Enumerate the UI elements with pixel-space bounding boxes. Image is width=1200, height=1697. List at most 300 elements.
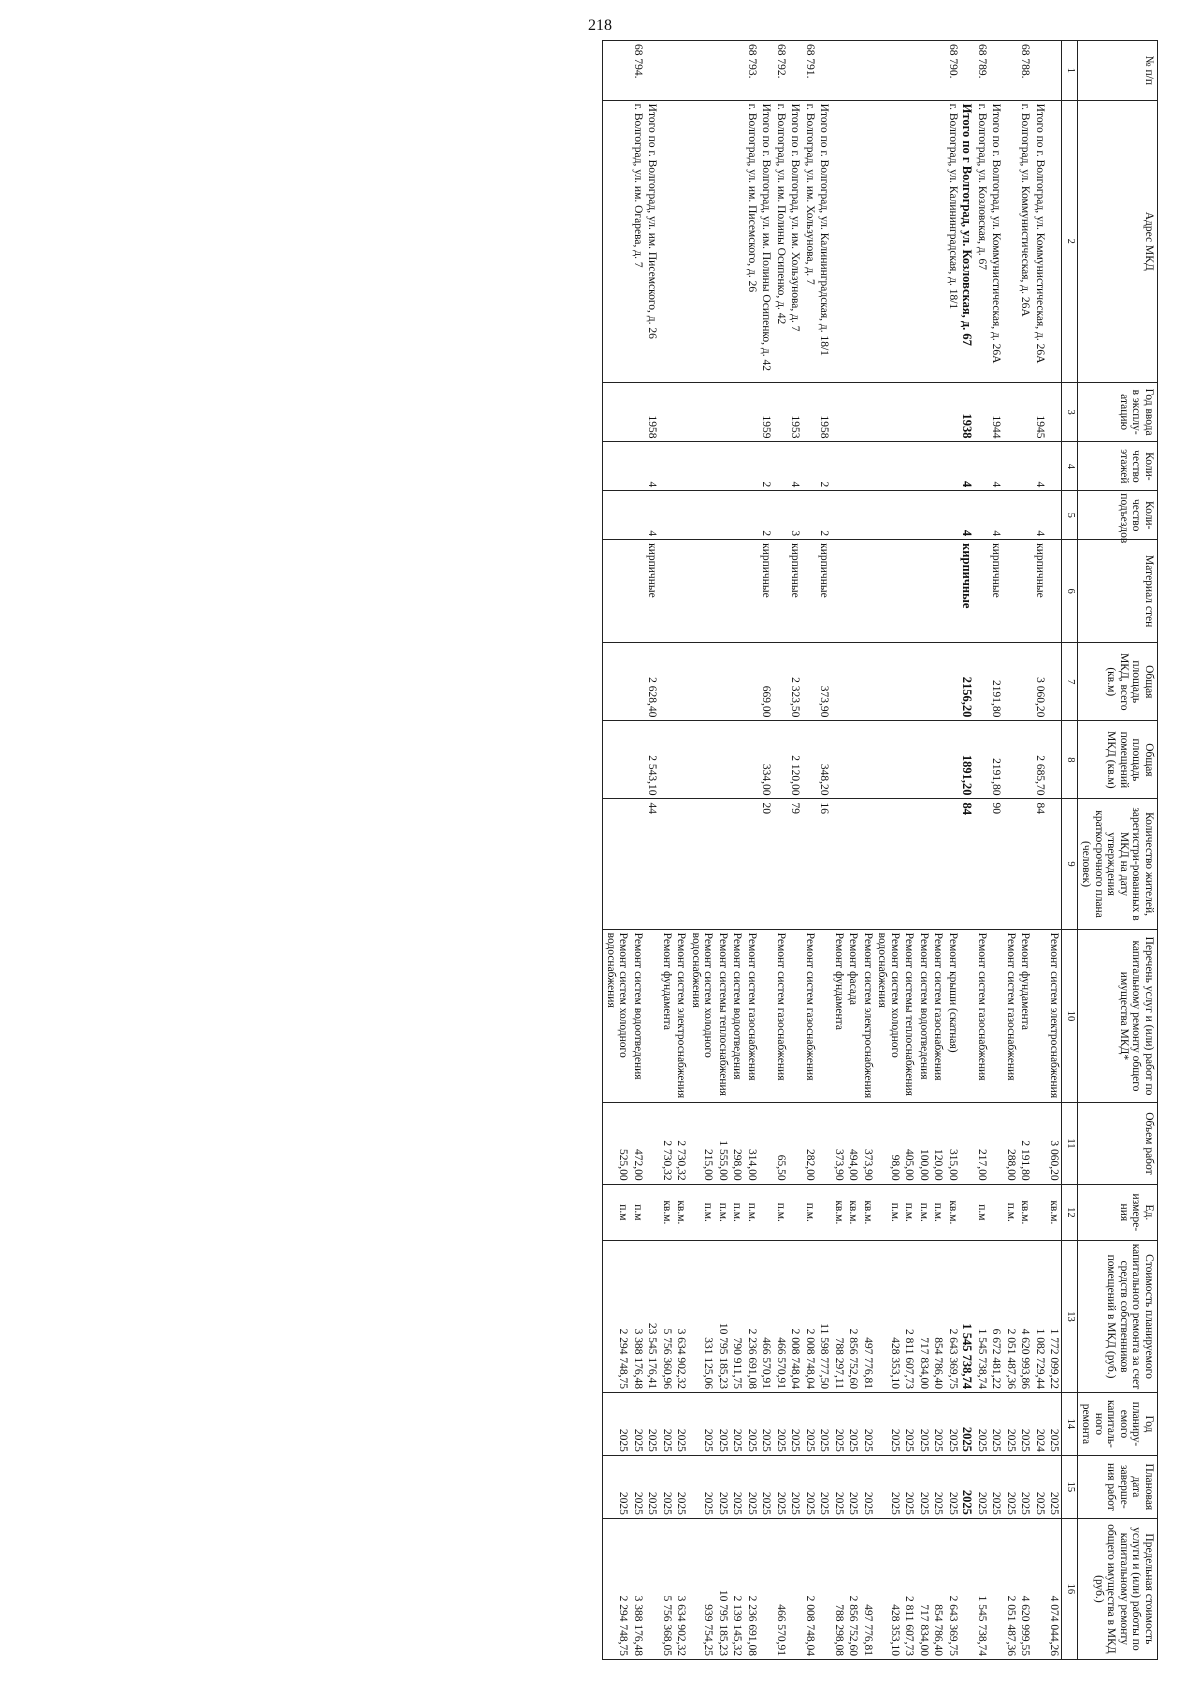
capital-repair-table: [603, 40, 1159, 1660]
table-row: [674, 41, 689, 1660]
floors-cell: [946, 442, 961, 491]
row-number-cell: 68 794.: [631, 41, 646, 101]
row-number-cell: [846, 41, 861, 101]
residents-cell: [1047, 799, 1062, 929]
header-cell: Перечень услуг и (или) работ по капитальному ремонту общего имущества МКД*: [1078, 929, 1158, 1103]
column-number: 14: [1062, 1392, 1078, 1455]
work-volume-cell: 494,00: [846, 1103, 861, 1184]
table-row: [759, 41, 774, 1660]
owners-cost-cell: 331 125,06: [689, 1241, 716, 1393]
row-number-cell: [660, 41, 675, 101]
table-row: [989, 41, 1004, 1660]
work-type-cell: Ремонт систем газоснабжения: [745, 929, 760, 1103]
address-cell: г. Волгоград, ул. им. Писемского, д. 26: [745, 100, 760, 382]
year-built-cell: [1047, 382, 1062, 442]
repair-year-cell: 2025: [774, 1392, 789, 1455]
wall-material-cell: [803, 540, 818, 643]
column-number: 13: [1062, 1241, 1078, 1393]
column-number-row: [1062, 41, 1078, 1660]
row-number-cell: [817, 41, 832, 101]
total-area-cell: [631, 643, 646, 721]
work-volume-cell: [817, 1103, 832, 1184]
total-area-cell: [803, 643, 818, 721]
wall-material-cell: кирпичные: [645, 540, 660, 643]
wall-material-cell: [660, 540, 675, 643]
work-volume-cell: 215,00: [689, 1103, 716, 1184]
unit-cell: п.м.: [875, 1184, 902, 1240]
address-cell: [603, 100, 631, 382]
entrances-cell: 4: [645, 491, 660, 540]
entrances-cell: [1018, 491, 1033, 540]
max-cost-cell: 3 634 902,32: [674, 1518, 689, 1659]
year-built-cell: [730, 382, 745, 442]
year-built-cell: 1958: [817, 382, 832, 442]
max-cost-cell: 3 388 176,48: [631, 1518, 646, 1659]
max-cost-cell: [788, 1518, 803, 1659]
table-row: [689, 41, 716, 1660]
entrances-cell: [1004, 491, 1019, 540]
max-cost-cell: 2 643 369,75: [946, 1518, 961, 1659]
row-number-cell: 68 791.: [803, 41, 818, 101]
floors-cell: [875, 442, 902, 491]
entrances-cell: 4: [989, 491, 1004, 540]
year-built-cell: [931, 382, 946, 442]
wall-material-cell: [946, 540, 961, 643]
max-cost-cell: 497 776,81: [861, 1518, 876, 1659]
year-built-cell: [875, 382, 902, 442]
table-row: [716, 41, 731, 1660]
total-area-cell: [603, 643, 631, 721]
row-number-cell: [788, 41, 803, 101]
header-cell: Объем работ: [1078, 1103, 1158, 1184]
year-built-cell: [803, 382, 818, 442]
premises-area-cell: [689, 721, 716, 799]
work-type-cell: Ремонт систем водоотведения: [917, 929, 932, 1103]
row-number-cell: 68 792.: [774, 41, 789, 101]
premises-area-cell: [861, 721, 876, 799]
work-volume-cell: 298,00: [730, 1103, 745, 1184]
row-number-cell: [1047, 41, 1062, 101]
repair-year-cell: 2025: [674, 1392, 689, 1455]
premises-area-cell: [774, 721, 789, 799]
unit-cell: [759, 1184, 774, 1240]
residents-cell: [832, 799, 847, 929]
total-area-cell: [946, 643, 961, 721]
residents-cell: 16: [817, 799, 832, 929]
table-row: [817, 41, 832, 1660]
repair-year-cell: 2025: [788, 1392, 803, 1455]
owners-cost-cell: 3 388 176,48: [631, 1241, 646, 1393]
row-number-cell: [875, 41, 902, 101]
max-cost-cell: 2 236 691,08: [745, 1518, 760, 1659]
address-cell: [902, 100, 917, 382]
premises-area-cell: [875, 721, 902, 799]
row-number-cell: 68 793.: [745, 41, 760, 101]
repair-year-cell: 2025: [989, 1392, 1004, 1455]
row-number-cell: [674, 41, 689, 101]
floors-cell: [803, 442, 818, 491]
total-area-cell: [689, 643, 716, 721]
wall-material-cell: [917, 540, 932, 643]
table-body: [603, 41, 1062, 1660]
column-number: 10: [1062, 929, 1078, 1103]
work-type-cell: Ремонт систем электроснабжения: [674, 929, 689, 1103]
work-volume-cell: 2 730,32: [674, 1103, 689, 1184]
repair-year-cell: 2025: [645, 1392, 660, 1455]
table-row: [1004, 41, 1019, 1660]
address-cell: г. Волгоград, ул. Калининградская, д. 18/1: [946, 100, 961, 382]
year-built-cell: [846, 382, 861, 442]
unit-cell: кв.м.: [1047, 1184, 1062, 1240]
entrances-cell: [745, 491, 760, 540]
entrances-cell: 3: [788, 491, 803, 540]
floors-cell: [1018, 442, 1033, 491]
wall-material-cell: [832, 540, 847, 643]
wall-material-cell: кирпичные: [989, 540, 1004, 643]
owners-cost-cell: 2 236 691,08: [745, 1241, 760, 1393]
address-cell: [674, 100, 689, 382]
premises-area-cell: [603, 721, 631, 799]
max-cost-cell: 2 008 748,04: [803, 1518, 818, 1659]
year-built-cell: [689, 382, 716, 442]
wall-material-cell: [774, 540, 789, 643]
year-built-cell: 1945: [1033, 382, 1048, 442]
total-area-cell: [1004, 643, 1019, 721]
total-area-cell: [875, 643, 902, 721]
repair-year-cell: 2024: [1033, 1392, 1048, 1455]
address-cell: г. Волгоград, ул. им. Огарева, д. 7: [631, 100, 646, 382]
completion-date-cell: 2025: [730, 1455, 745, 1518]
rotated-sheet: [53, 40, 1158, 1660]
entrances-cell: [631, 491, 646, 540]
max-cost-cell: [989, 1518, 1004, 1659]
repair-year-cell: 2025: [689, 1392, 716, 1455]
premises-area-cell: [846, 721, 861, 799]
entrances-cell: 2: [759, 491, 774, 540]
total-area-cell: [730, 643, 745, 721]
premises-area-cell: 1891,20: [960, 721, 975, 799]
owners-cost-cell: 466 570,91: [774, 1241, 789, 1393]
header-cell: Год ввода в эксплу-атацию: [1078, 382, 1158, 442]
entrances-cell: 4: [960, 491, 975, 540]
max-cost-cell: 2 811 607,73: [902, 1518, 917, 1659]
table-row: [1033, 41, 1048, 1660]
work-volume-cell: 2 730,32: [660, 1103, 675, 1184]
work-type-cell: Ремонт крыши (скатная): [946, 929, 961, 1103]
work-type-cell: Ремонт фундамента: [660, 929, 675, 1103]
table-row: [960, 41, 975, 1660]
owners-cost-cell: 3 634 902,32: [674, 1241, 689, 1393]
floors-cell: [603, 442, 631, 491]
owners-cost-cell: 5 756 360,96: [660, 1241, 675, 1393]
table-row: [975, 41, 990, 1660]
address-cell: Итого по г. Волгоград, ул. Калининградская, д. 18/1: [817, 100, 832, 382]
max-cost-cell: 717 834,00: [917, 1518, 932, 1659]
year-built-cell: [902, 382, 917, 442]
wall-material-cell: кирпичные: [759, 540, 774, 643]
residents-cell: [931, 799, 946, 929]
header-cell: Плановая дата заверше-ния работ: [1078, 1455, 1158, 1518]
work-type-cell: Ремонт систем газоснабжения: [803, 929, 818, 1103]
owners-cost-cell: 2 811 607,73: [902, 1241, 917, 1393]
repair-year-cell: 2025: [960, 1392, 975, 1455]
address-cell: [660, 100, 675, 382]
table-row: [946, 41, 961, 1660]
unit-cell: п.м.: [931, 1184, 946, 1240]
completion-date-cell: 2025: [745, 1455, 760, 1518]
address-cell: [1004, 100, 1019, 382]
unit-cell: п.м.: [716, 1184, 731, 1240]
address-cell: Итого по г. Волгоград, ул. Коммунистическая, д. 26А: [1033, 100, 1048, 382]
repair-year-cell: 2025: [730, 1392, 745, 1455]
table-row: [803, 41, 818, 1660]
year-built-cell: 1958: [645, 382, 660, 442]
completion-date-cell: 2025: [1004, 1455, 1019, 1518]
table-row: [832, 41, 847, 1660]
work-type-cell: Ремонт систем электроснабжения: [1047, 929, 1062, 1103]
header-cell: Материал стен: [1078, 540, 1158, 643]
repair-year-cell: 2025: [946, 1392, 961, 1455]
repair-year-cell: 2025: [745, 1392, 760, 1455]
max-cost-cell: 2 051 487,36: [1004, 1518, 1019, 1659]
work-volume-cell: 98,00: [875, 1103, 902, 1184]
work-type-cell: Ремонт систем холодного водоснабжения: [603, 929, 631, 1103]
residents-cell: [631, 799, 646, 929]
row-number-cell: [689, 41, 716, 101]
year-built-cell: [631, 382, 646, 442]
column-number: 6: [1062, 540, 1078, 643]
repair-year-cell: 2025: [902, 1392, 917, 1455]
work-volume-cell: 373,90: [832, 1103, 847, 1184]
address-cell: Итого по г Волгоград, ул. Козловская, д. 67: [960, 100, 975, 382]
work-type-cell: Ремонт фундамента: [832, 929, 847, 1103]
address-cell: [1047, 100, 1062, 382]
work-type-cell: Ремонт систем газоснабжения: [1004, 929, 1019, 1103]
year-built-cell: [674, 382, 689, 442]
repair-year-cell: 2025: [861, 1392, 876, 1455]
repair-year-cell: 2025: [716, 1392, 731, 1455]
premises-area-cell: [917, 721, 932, 799]
completion-date-cell: 2025: [645, 1455, 660, 1518]
premises-area-cell: 2 120,00: [788, 721, 803, 799]
floors-cell: [1047, 442, 1062, 491]
owners-cost-cell: 6 672 481,22: [989, 1241, 1004, 1393]
premises-area-cell: [1004, 721, 1019, 799]
residents-cell: [946, 799, 961, 929]
completion-date-cell: 2025: [861, 1455, 876, 1518]
year-built-cell: 1944: [989, 382, 1004, 442]
repair-year-cell: 2025: [875, 1392, 902, 1455]
work-volume-cell: [645, 1103, 660, 1184]
owners-cost-cell: 854 786,40: [931, 1241, 946, 1393]
column-number: 7: [1062, 643, 1078, 721]
owners-cost-cell: 10 795 185,23: [716, 1241, 731, 1393]
work-type-cell: Ремонт систем газоснабжения: [931, 929, 946, 1103]
residents-cell: 84: [1033, 799, 1048, 929]
entrances-cell: [1047, 491, 1062, 540]
unit-cell: п.м.: [730, 1184, 745, 1240]
work-volume-cell: [788, 1103, 803, 1184]
repair-year-cell: 2025: [817, 1392, 832, 1455]
table-row: [931, 41, 946, 1660]
owners-cost-cell: 1 082 729,44: [1033, 1241, 1048, 1393]
entrances-cell: [689, 491, 716, 540]
premises-area-cell: 2 543,10: [645, 721, 660, 799]
max-cost-cell: [645, 1518, 660, 1659]
owners-cost-cell: 497 776,81: [861, 1241, 876, 1393]
wall-material-cell: [631, 540, 646, 643]
year-built-cell: [774, 382, 789, 442]
year-built-cell: [603, 382, 631, 442]
total-area-cell: 669,00: [759, 643, 774, 721]
residents-cell: [975, 799, 990, 929]
wall-material-cell: [1004, 540, 1019, 643]
year-built-cell: [716, 382, 731, 442]
work-type-cell: [960, 929, 975, 1103]
table-row: [1047, 41, 1062, 1660]
total-area-cell: [716, 643, 731, 721]
max-cost-cell: 2 294 748,75: [603, 1518, 631, 1659]
entrances-cell: [603, 491, 631, 540]
floors-cell: 4: [989, 442, 1004, 491]
year-built-cell: [917, 382, 932, 442]
total-area-cell: [1047, 643, 1062, 721]
residents-cell: [774, 799, 789, 929]
residents-cell: [674, 799, 689, 929]
work-volume-cell: 315,00: [946, 1103, 961, 1184]
address-cell: г. Волгоград, ул. им. Хользунова, д. 7: [803, 100, 818, 382]
year-built-cell: [832, 382, 847, 442]
floors-cell: [917, 442, 932, 491]
entrances-cell: [902, 491, 917, 540]
column-number: 1: [1062, 41, 1078, 101]
row-number-cell: [832, 41, 847, 101]
total-area-cell: 3 060,20: [1033, 643, 1048, 721]
max-cost-cell: 466 570,91: [774, 1518, 789, 1659]
unit-cell: [1033, 1184, 1048, 1240]
address-cell: [832, 100, 847, 382]
wall-material-cell: кирпичные: [960, 540, 975, 643]
owners-cost-cell: 23 545 176,41: [645, 1241, 660, 1393]
max-cost-cell: 10 795 185,23: [716, 1518, 731, 1659]
entrances-cell: [931, 491, 946, 540]
owners-cost-cell: 428 353,10: [875, 1241, 902, 1393]
completion-date-cell: 2025: [832, 1455, 847, 1518]
header-cell: Общая площадь помещений МКД (кв.м): [1078, 721, 1158, 799]
work-volume-cell: 472,00: [631, 1103, 646, 1184]
residents-cell: [803, 799, 818, 929]
column-number: 15: [1062, 1455, 1078, 1518]
work-volume-cell: 525,00: [603, 1103, 631, 1184]
address-cell: [931, 100, 946, 382]
work-type-cell: Ремонт систем холодного водоснабжения: [689, 929, 716, 1103]
unit-cell: кв.м.: [660, 1184, 675, 1240]
year-built-cell: [861, 382, 876, 442]
table-row: [774, 41, 789, 1660]
work-type-cell: Ремонт систем холодного водоснабжения: [875, 929, 902, 1103]
total-area-cell: [861, 643, 876, 721]
total-area-cell: [902, 643, 917, 721]
owners-cost-cell: 1 545 738,74: [975, 1241, 990, 1393]
address-cell: [917, 100, 932, 382]
residents-cell: 20: [759, 799, 774, 929]
row-number-cell: 68 790.: [946, 41, 961, 101]
work-volume-cell: 3 060,20: [1047, 1103, 1062, 1184]
unit-cell: п.м: [631, 1184, 646, 1240]
premises-area-cell: [716, 721, 731, 799]
completion-date-cell: 2025: [1018, 1455, 1033, 1518]
table-row: [917, 41, 932, 1660]
premises-area-cell: [975, 721, 990, 799]
residents-cell: [716, 799, 731, 929]
premises-area-cell: [931, 721, 946, 799]
wall-material-cell: кирпичные: [1033, 540, 1048, 643]
owners-cost-cell: 2 856 752,60: [846, 1241, 861, 1393]
row-number-cell: [917, 41, 932, 101]
total-area-cell: [774, 643, 789, 721]
table-row: [875, 41, 902, 1660]
unit-cell: [788, 1184, 803, 1240]
owners-cost-cell: 4 620 993,86: [1018, 1241, 1033, 1393]
work-type-cell: Ремонт фасада: [846, 929, 861, 1103]
entrances-cell: [861, 491, 876, 540]
floors-cell: 4: [788, 442, 803, 491]
address-cell: [861, 100, 876, 382]
table-row: [861, 41, 876, 1660]
header-cell: Год планиру-емого капиталь-ного ремонта: [1078, 1392, 1158, 1455]
unit-cell: кв.м.: [861, 1184, 876, 1240]
residents-cell: [660, 799, 675, 929]
column-number: 4: [1062, 442, 1078, 491]
completion-date-cell: 2025: [603, 1455, 631, 1518]
entrances-cell: [975, 491, 990, 540]
max-cost-cell: 939 754,25: [689, 1518, 716, 1659]
repair-year-cell: 2025: [917, 1392, 932, 1455]
work-volume-cell: 373,90: [861, 1103, 876, 1184]
header-cell: Стоимость планируемого капитального ремонта за счет средств собственников помещений в МКД (руб.): [1078, 1241, 1158, 1393]
unit-cell: п.м.: [689, 1184, 716, 1240]
max-cost-cell: 1 545 738,74: [975, 1518, 990, 1659]
unit-cell: кв.м.: [846, 1184, 861, 1240]
max-cost-cell: 2 856 752,60: [846, 1518, 861, 1659]
premises-area-cell: [832, 721, 847, 799]
address-cell: г. Волгоград, ул. Козловская, д. 67: [975, 100, 990, 382]
completion-date-cell: 2025: [875, 1455, 902, 1518]
premises-area-cell: [803, 721, 818, 799]
work-type-cell: [788, 929, 803, 1103]
max-cost-cell: 854 786,40: [931, 1518, 946, 1659]
work-volume-cell: [960, 1103, 975, 1184]
max-cost-cell: 428 353,10: [875, 1518, 902, 1659]
floors-cell: [674, 442, 689, 491]
unit-cell: п.м.: [917, 1184, 932, 1240]
year-built-cell: [1018, 382, 1033, 442]
residents-cell: [875, 799, 902, 929]
column-number: 9: [1062, 799, 1078, 929]
column-number: 5: [1062, 491, 1078, 540]
address-cell: Итого по г. Волгоград, ул. Коммунистическая, д. 26А: [989, 100, 1004, 382]
wall-material-cell: [861, 540, 876, 643]
entrances-cell: 4: [1033, 491, 1048, 540]
total-area-cell: [975, 643, 990, 721]
completion-date-cell: 2025: [946, 1455, 961, 1518]
floors-cell: [716, 442, 731, 491]
wall-material-cell: [846, 540, 861, 643]
total-area-cell: [832, 643, 847, 721]
row-number-cell: [730, 41, 745, 101]
premises-area-cell: [660, 721, 675, 799]
unit-cell: [645, 1184, 660, 1240]
